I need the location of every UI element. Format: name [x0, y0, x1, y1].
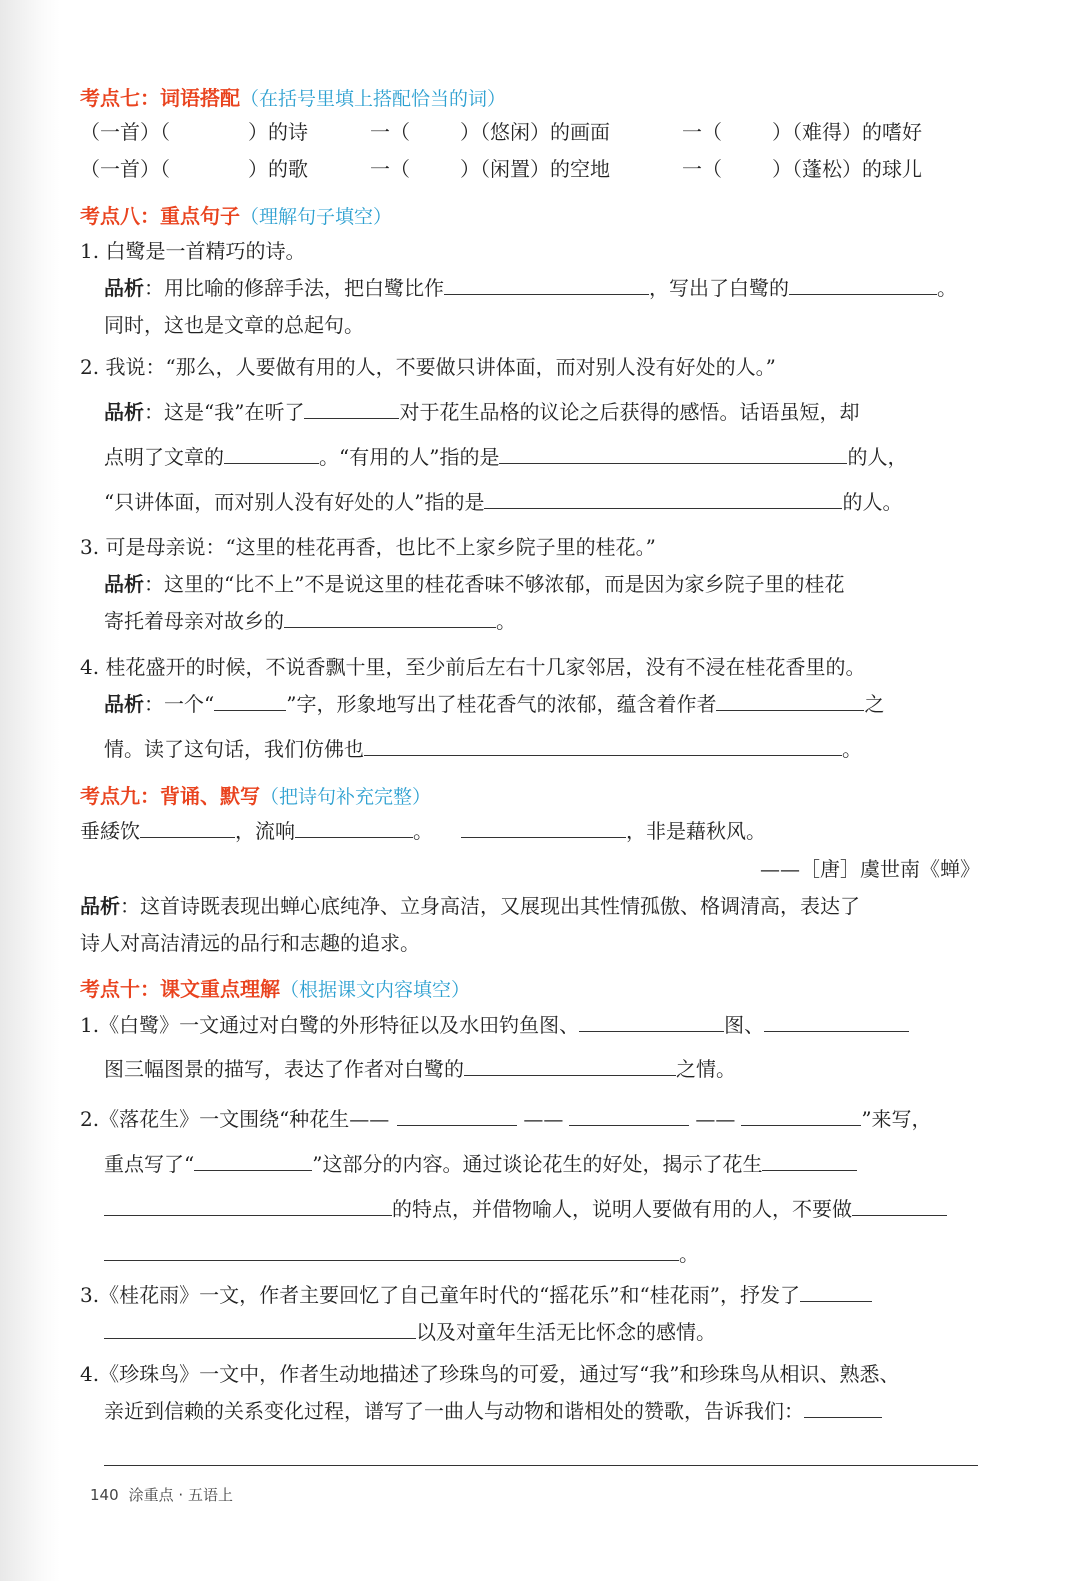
question-text: 2. 我说：“那么，人要做有用的人，不要做只讲体面，而对别人没有好处的人。” [80, 355, 776, 379]
collocation-text: ）的歌 [248, 157, 308, 181]
answer-blank[interactable] [484, 488, 842, 509]
analysis-label: 品析 [104, 692, 144, 716]
section-hint: （在括号里填上搭配恰当的词） [240, 88, 507, 110]
collocation-text: ）的诗 [248, 120, 308, 144]
analysis-text: 的人， [847, 445, 908, 469]
question-line [80, 1011, 909, 1039]
section-10-header [80, 973, 470, 1002]
answer-blank[interactable] [804, 1397, 882, 1418]
answer-blank[interactable] [716, 690, 864, 711]
question-line [104, 1397, 882, 1425]
section-hint: （把诗句补充完整） [260, 786, 432, 808]
question-text: 之情。 [676, 1057, 736, 1081]
analysis-text: ”字，形象地写出了桂花香气的浓郁，蕴含着作者 [286, 692, 717, 716]
question-text: ”来写， [861, 1107, 932, 1131]
answer-blank[interactable] [764, 1011, 909, 1032]
answer-blank[interactable] [579, 1011, 724, 1032]
answer-blank[interactable] [762, 1150, 857, 1171]
question-text: 3.《桂花雨》一文，作者主要回忆了自己童年时代的“摇花乐”和“桂花雨”，抒发了 [80, 1283, 800, 1307]
section-8-header [80, 200, 392, 229]
analysis-line [80, 892, 860, 920]
collocation-item [682, 155, 922, 183]
answer-blank[interactable] [104, 1240, 679, 1261]
question-line [80, 1281, 872, 1309]
collocation-item [682, 118, 922, 146]
answer-line[interactable] [104, 1465, 978, 1466]
question-text: 2.《落花生》一文围绕“种花生—— [80, 1107, 390, 1131]
analysis-label: 品析 [104, 572, 144, 596]
section-title: 考点八：重点句子 [80, 204, 240, 228]
analysis-label: 品析 [104, 276, 144, 300]
analysis-text: 之 [864, 692, 885, 716]
book-title: 涂重点 · 五语上 [128, 1486, 233, 1504]
collocation-text: ）（难得）的嗜好 [772, 120, 922, 144]
analysis-text: “只讲体面，而对别人没有好处的人”指的是 [104, 490, 485, 514]
dash-text: —— [523, 1107, 564, 1131]
section-title: 考点七：词语搭配 [80, 86, 240, 110]
analysis-line [104, 690, 884, 718]
analysis-text: ：一个“ [144, 692, 215, 716]
analysis-line [104, 607, 516, 635]
answer-blank[interactable] [789, 274, 937, 295]
question-line [104, 1150, 857, 1178]
question-text: 以及对童年生活无比怀念的感情。 [416, 1320, 716, 1344]
collocation-row [80, 118, 308, 146]
question-text: 1. 白鹭是一首精巧的诗。 [80, 239, 306, 263]
collocation-text: ）（蓬松）的球儿 [772, 157, 922, 181]
collocation-text: ）（悠闲）的画面 [460, 120, 610, 144]
poem-source: ——［唐］虞世南《蝉》 [760, 857, 980, 881]
section-9-header [80, 780, 431, 809]
collocation-text: 一（ [682, 157, 722, 181]
analysis-text: ：这里的“比不上”不是说这里的桂花香味不够浓郁，而是因为家乡院子里的桂花 [144, 572, 845, 596]
answer-blank[interactable] [304, 398, 399, 419]
answer-blank[interactable] [461, 817, 626, 838]
collocation-text: 一（ [682, 120, 722, 144]
analysis-text: ：这首诗既表现出蝉心底纯净、立身高洁，又展现出其性情孤傲、格调清高，表达了 [120, 894, 860, 918]
answer-blank[interactable] [397, 1105, 517, 1126]
analysis-text: 寄托着母亲对故乡的 [104, 609, 284, 633]
collocation-item [370, 118, 610, 146]
analysis-text: 。“有用的人”指的是 [319, 445, 500, 469]
analysis-text: 。 [937, 276, 957, 300]
question-text: ”这部分的内容。通过谈论花生的好处，揭示了花生 [312, 1152, 763, 1176]
poem-text: ，流响 [235, 819, 295, 843]
collocation-text: （一首）（ [80, 120, 170, 144]
question-line [104, 1318, 716, 1346]
analysis-text: 的人。 [842, 490, 903, 514]
question-text: 图、 [724, 1013, 765, 1037]
question-text: 图三幅图景的描写，表达了作者对白鹭的 [104, 1057, 464, 1081]
collocation-text: 一（ [370, 120, 410, 144]
answer-blank[interactable] [224, 443, 319, 464]
section-title: 考点十：课文重点理解 [80, 977, 280, 1001]
answer-blank[interactable] [104, 1195, 392, 1216]
analysis-text: 点明了文章的 [104, 445, 224, 469]
analysis-text: 诗人对高洁清远的品行和志趣的追求。 [80, 931, 420, 955]
question-text: 亲近到信赖的关系变化过程，谱写了一曲人与动物和谐相处的赞歌，告诉我们： [104, 1399, 804, 1423]
analysis-line [104, 570, 844, 598]
poem-text: 。 [413, 819, 433, 843]
question-text: 4.《珍珠鸟》一文中，作者生动地描述了珍珠鸟的可爱，通过写“我”和珍珠鸟从相识、熟悉、 [80, 1362, 900, 1386]
question-line [104, 1240, 699, 1268]
analysis-label: 品析 [80, 894, 120, 918]
analysis-text: 情。读了这句话，我们仿佛也 [104, 737, 364, 761]
analysis-text: 。 [842, 737, 862, 761]
section-hint: （根据课文内容填空） [280, 979, 471, 1001]
page-number: 140 [90, 1486, 119, 1504]
question-line [104, 1055, 736, 1083]
answer-blank[interactable] [499, 443, 847, 464]
question-text: 。 [679, 1242, 699, 1266]
analysis-line [104, 398, 859, 426]
collocation-item [370, 155, 610, 183]
collocation-text: （一首）（ [80, 157, 170, 181]
analysis-line [104, 274, 957, 302]
question-text: 3. 可是母亲说：“这里的桂花再香，也比不上家乡院子里的桂花。” [80, 535, 656, 559]
answer-blank[interactable] [741, 1105, 861, 1126]
analysis-line [104, 443, 907, 471]
section-title: 考点九：背诵、默写 [80, 784, 260, 808]
analysis-text: ，写出了白鹭的 [649, 276, 789, 300]
analysis-label: 品析 [104, 400, 144, 424]
analysis-text: 对于花生品格的议论之后获得的感悟。话语虽短，却 [399, 400, 860, 424]
page-footer [90, 1484, 233, 1505]
collocation-text: ）（闲置）的空地 [460, 157, 610, 181]
page-binding-shadow [0, 0, 60, 1581]
poem-text: ，非是藉秋风。 [626, 819, 766, 843]
answer-blank[interactable] [140, 817, 235, 838]
question-text: 的特点，并借物喻人，说明人要做有用的人，不要做 [392, 1197, 852, 1221]
answer-blank[interactable] [464, 1055, 676, 1076]
question-line [104, 1195, 947, 1223]
analysis-text: 。 [496, 609, 516, 633]
poem-line [80, 817, 766, 845]
dash-text: —— [695, 1107, 736, 1131]
answer-blank[interactable] [295, 817, 413, 838]
question-text: 1.《白鹭》一文通过对白鹭的外形特征以及水田钓鱼图、 [80, 1013, 580, 1037]
analysis-text: ：这是“我”在听了 [144, 400, 305, 424]
answer-blank[interactable] [284, 607, 496, 628]
poem-text: 垂緌饮 [80, 819, 140, 843]
question-text: 重点写了“ [104, 1152, 195, 1176]
answer-blank[interactable] [800, 1281, 872, 1302]
answer-blank[interactable] [214, 690, 286, 711]
question-text: 4. 桂花盛开的时候，不说香飘十里，至少前后左右十几家邻居，没有不浸在桂花香里的。 [80, 655, 866, 679]
answer-blank[interactable] [852, 1195, 947, 1216]
section-7-header [80, 82, 506, 111]
analysis-line [104, 735, 862, 763]
answer-blank[interactable] [104, 1318, 416, 1339]
answer-blank[interactable] [364, 735, 842, 756]
analysis-text: ：用比喻的修辞手法，把白鹭比作 [144, 276, 444, 300]
analysis-line [104, 488, 902, 516]
section-hint: （理解句子填空） [240, 206, 393, 228]
analysis-text: 同时，这也是文章的总起句。 [104, 313, 364, 337]
answer-blank[interactable] [444, 274, 649, 295]
question-line [80, 1105, 932, 1133]
answer-blank[interactable] [569, 1105, 689, 1126]
answer-blank[interactable] [194, 1150, 312, 1171]
collocation-text: 一（ [370, 157, 410, 181]
collocation-row [80, 155, 308, 183]
